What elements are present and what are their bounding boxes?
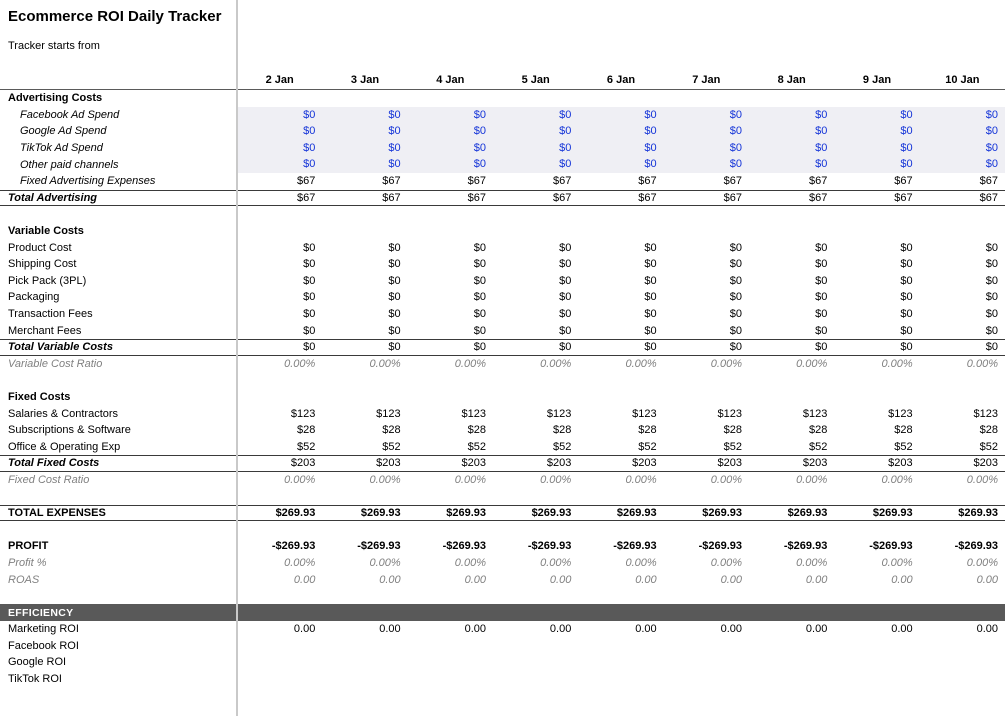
- cell-google-ad-spend-4-jan[interactable]: $0: [408, 123, 493, 140]
- cell-profit-8-jan[interactable]: -$269.93: [783, 540, 828, 553]
- cell-total-expenses-9-jan[interactable]: $269.93: [872, 507, 913, 520]
- cell-variable-cost-ratio-8-jan[interactable]: 0.00%: [796, 357, 828, 370]
- cell-other-paid-channels-7-jan[interactable]: $0: [664, 156, 749, 173]
- cell-other-paid-channels-4-jan[interactable]: $0: [408, 156, 493, 173]
- cell-fixed-cost-ratio-2-jan[interactable]: 0.00%: [284, 473, 316, 486]
- cell-shipping-cost-6-jan[interactable]: $0: [644, 258, 657, 271]
- cell-google-ad-spend-6-jan[interactable]: $0: [578, 123, 663, 140]
- cell-packaging-10-jan[interactable]: $0: [985, 291, 998, 304]
- row-shipping-cost: [0, 256, 1005, 273]
- row-label-product-cost[interactable]: Product Cost: [8, 241, 72, 254]
- cell-transaction-fees-5-jan[interactable]: $0: [559, 308, 572, 321]
- cell-profit-4-jan[interactable]: 0.00%: [454, 556, 486, 569]
- cell-facebook-ad-spend-7-jan[interactable]: $0: [664, 107, 749, 124]
- page-title[interactable]: Ecommerce ROI Daily Tracker: [8, 8, 222, 25]
- cell-product-cost-4-jan[interactable]: $0: [473, 241, 486, 254]
- cell-tiktok-ad-spend-10-jan[interactable]: $0: [920, 140, 1005, 157]
- cell-total-fixed-costs-4-jan[interactable]: $203: [461, 457, 486, 470]
- cell-shipping-cost-10-jan[interactable]: $0: [985, 258, 998, 271]
- row-total-advertising: [0, 190, 1005, 207]
- cell-office-operating-exp-9-jan[interactable]: $52: [894, 440, 913, 453]
- cell-facebook-ad-spend-3-jan[interactable]: $0: [322, 107, 407, 124]
- cell-subscriptions-software-9-jan[interactable]: $28: [894, 424, 913, 437]
- cell-variable-cost-ratio-4-jan[interactable]: 0.00%: [454, 357, 486, 370]
- cell-subscriptions-software-2-jan[interactable]: $28: [296, 424, 316, 437]
- cell-merchant-fees-9-jan[interactable]: $0: [900, 324, 913, 337]
- cell-google-ad-spend-5-jan[interactable]: $0: [493, 123, 578, 140]
- row-label-transaction-fees[interactable]: Transaction Fees: [8, 308, 93, 321]
- row-total-expenses: [0, 505, 1005, 522]
- cell-salaries-contractors-8-jan[interactable]: $123: [802, 407, 828, 420]
- cell-merchant-fees-10-jan[interactable]: $0: [985, 324, 998, 337]
- cell-merchant-fees-4-jan[interactable]: $0: [473, 324, 486, 337]
- cell-pick-pack-3pl-9-jan[interactable]: $0: [900, 274, 913, 287]
- cell-transaction-fees-3-jan[interactable]: $0: [388, 308, 401, 321]
- cell-salaries-contractors-2-jan[interactable]: $123: [290, 407, 316, 420]
- cell-product-cost-6-jan[interactable]: $0: [644, 241, 657, 254]
- cell-google-ad-spend-3-jan[interactable]: $0: [322, 123, 407, 140]
- row-fixed-advertising-expenses: [0, 173, 1005, 190]
- cell-roas-8-jan[interactable]: 0.00: [805, 573, 828, 586]
- cell-roas-10-jan[interactable]: 0.00: [976, 573, 998, 586]
- cell-office-operating-exp-10-jan[interactable]: $52: [979, 440, 998, 453]
- cell-fixed-advertising-expenses-5-jan[interactable]: $67: [552, 175, 572, 188]
- row-marketing-roi: [0, 621, 1005, 638]
- cell-profit-10-jan[interactable]: -$269.93: [954, 540, 998, 553]
- cell-total-variable-costs-3-jan[interactable]: $0: [388, 341, 401, 354]
- cell-tiktok-ad-spend-3-jan[interactable]: $0: [322, 140, 407, 157]
- cell-profit-8-jan[interactable]: 0.00%: [796, 556, 828, 569]
- cell-tiktok-ad-spend-7-jan[interactable]: $0: [664, 140, 749, 157]
- row-label-profit[interactable]: Profit %: [8, 556, 47, 569]
- cell-transaction-fees-10-jan[interactable]: $0: [985, 308, 998, 321]
- cell-packaging-8-jan[interactable]: $0: [815, 291, 828, 304]
- cell-salaries-contractors-7-jan[interactable]: $123: [717, 407, 742, 420]
- cell-google-ad-spend-7-jan[interactable]: $0: [664, 123, 749, 140]
- cell-tiktok-ad-spend-2-jan[interactable]: $0: [237, 140, 322, 157]
- cell-fixed-cost-ratio-3-jan[interactable]: 0.00%: [369, 473, 401, 486]
- row-transaction-fees: [0, 306, 1005, 323]
- cell-total-fixed-costs-8-jan[interactable]: $203: [802, 457, 828, 470]
- cell-packaging-2-jan[interactable]: $0: [303, 291, 316, 304]
- cell-marketing-roi-7-jan[interactable]: 0.00: [720, 623, 742, 636]
- cell-variable-cost-ratio-3-jan[interactable]: 0.00%: [369, 357, 401, 370]
- cell-fixed-advertising-expenses-4-jan[interactable]: $67: [467, 175, 486, 188]
- cell-office-operating-exp-8-jan[interactable]: $52: [808, 440, 828, 453]
- cell-packaging-7-jan[interactable]: $0: [729, 291, 742, 304]
- cell-office-operating-exp-6-jan[interactable]: $52: [638, 440, 657, 453]
- cell-variable-cost-ratio-10-jan[interactable]: 0.00%: [966, 357, 998, 370]
- cell-other-paid-channels-3-jan[interactable]: $0: [322, 156, 407, 173]
- cell-variable-cost-ratio-7-jan[interactable]: 0.00%: [710, 357, 742, 370]
- row-label-tiktok-ad-spend[interactable]: TikTok Ad Spend: [20, 142, 103, 155]
- cell-merchant-fees-6-jan[interactable]: $0: [644, 324, 657, 337]
- cell-variable-cost-ratio-2-jan[interactable]: 0.00%: [284, 357, 316, 370]
- cell-subscriptions-software-10-jan[interactable]: $28: [979, 424, 998, 437]
- cell-product-cost-8-jan[interactable]: $0: [815, 241, 828, 254]
- cell-profit-2-jan[interactable]: -$269.93: [271, 540, 316, 553]
- cell-google-ad-spend-10-jan[interactable]: $0: [920, 123, 1005, 140]
- row-google-ad-spend: [0, 123, 1005, 140]
- row-salaries-contractors: [0, 405, 1005, 422]
- cell-office-operating-exp-5-jan[interactable]: $52: [552, 440, 572, 453]
- cell-salaries-contractors-4-jan[interactable]: $123: [461, 407, 486, 420]
- cell-total-fixed-costs-10-jan[interactable]: $203: [973, 457, 998, 470]
- row-profit: [0, 538, 1005, 555]
- cell-total-variable-costs-4-jan[interactable]: $0: [473, 341, 486, 354]
- cell-office-operating-exp-3-jan[interactable]: $52: [382, 440, 401, 453]
- cell-other-paid-channels-8-jan[interactable]: $0: [749, 156, 834, 173]
- row-product-cost: [0, 239, 1005, 256]
- cell-marketing-roi-10-jan[interactable]: 0.00: [976, 623, 998, 636]
- cell-shipping-cost-2-jan[interactable]: $0: [303, 258, 316, 271]
- cell-tiktok-ad-spend-8-jan[interactable]: $0: [749, 140, 834, 157]
- date-header-row: [0, 53, 1005, 90]
- cell-fixed-cost-ratio-5-jan[interactable]: 0.00%: [540, 473, 572, 486]
- cell-profit-9-jan[interactable]: -$269.93: [869, 540, 913, 553]
- row-pick-pack-3pl: [0, 273, 1005, 290]
- cell-marketing-roi-3-jan[interactable]: 0.00: [379, 623, 401, 636]
- cell-variable-cost-ratio-6-jan[interactable]: 0.00%: [625, 357, 657, 370]
- cell-shipping-cost-3-jan[interactable]: $0: [388, 258, 401, 271]
- cell-facebook-ad-spend-9-jan[interactable]: $0: [834, 107, 919, 124]
- row-profit: [0, 555, 1005, 572]
- cell-profit-5-jan[interactable]: 0.00%: [540, 556, 572, 569]
- row-label-tiktok-roi[interactable]: TikTok ROI: [8, 673, 62, 686]
- cell-total-variable-costs-5-jan[interactable]: $0: [559, 341, 572, 354]
- column-header-8-jan[interactable]: 8 Jan: [777, 74, 806, 86]
- cell-transaction-fees-4-jan[interactable]: $0: [473, 308, 486, 321]
- cell-salaries-contractors-6-jan[interactable]: $123: [632, 407, 657, 420]
- cell-total-expenses-3-jan[interactable]: $269.93: [360, 507, 401, 520]
- cell-total-fixed-costs-6-jan[interactable]: $203: [632, 457, 657, 470]
- row-label-pick-pack-3pl[interactable]: Pick Pack (3PL): [8, 274, 87, 287]
- column-header-10-jan[interactable]: 10 Jan: [945, 74, 980, 86]
- row-blank: [0, 372, 1005, 389]
- cell-total-advertising-7-jan[interactable]: $67: [723, 191, 742, 204]
- cell-facebook-ad-spend-2-jan[interactable]: $0: [237, 107, 322, 124]
- cell-google-ad-spend-9-jan[interactable]: $0: [834, 123, 919, 140]
- cell-profit-3-jan[interactable]: -$269.93: [357, 540, 401, 553]
- cell-total-variable-costs-9-jan[interactable]: $0: [900, 341, 913, 354]
- row-label-fixed-cost-ratio[interactable]: Fixed Cost Ratio: [8, 473, 90, 486]
- cell-packaging-6-jan[interactable]: $0: [644, 291, 657, 304]
- cell-other-paid-channels-5-jan[interactable]: $0: [493, 156, 578, 173]
- row-label-total-advertising[interactable]: Total Advertising: [8, 191, 98, 204]
- row-label-roas[interactable]: ROAS: [8, 573, 40, 586]
- cell-profit-6-jan[interactable]: 0.00%: [625, 556, 657, 569]
- cell-total-variable-costs-6-jan[interactable]: $0: [644, 341, 657, 354]
- row-tiktok-ad-spend: [0, 140, 1005, 157]
- row-label-total-variable-costs[interactable]: Total Variable Costs: [8, 341, 113, 354]
- cell-total-variable-costs-8-jan[interactable]: $0: [815, 341, 828, 354]
- row-label-office-operating-exp[interactable]: Office & Operating Exp: [8, 440, 121, 453]
- column-header-7-jan[interactable]: 7 Jan: [692, 74, 721, 86]
- cell-total-expenses-10-jan[interactable]: $269.93: [958, 507, 998, 520]
- cell-pick-pack-3pl-7-jan[interactable]: $0: [729, 274, 742, 287]
- row-blank: [0, 206, 1005, 223]
- cell-fixed-advertising-expenses-9-jan[interactable]: $67: [894, 175, 913, 188]
- cell-fixed-cost-ratio-8-jan[interactable]: 0.00%: [796, 473, 828, 486]
- cell-total-advertising-5-jan[interactable]: $67: [552, 191, 572, 204]
- cell-office-operating-exp-2-jan[interactable]: $52: [296, 440, 316, 453]
- column-header-3-jan[interactable]: 3 Jan: [350, 74, 380, 86]
- cell-merchant-fees-5-jan[interactable]: $0: [559, 324, 572, 337]
- cell-roas-9-jan[interactable]: 0.00: [891, 573, 913, 586]
- cell-shipping-cost-7-jan[interactable]: $0: [729, 258, 742, 271]
- cell-pick-pack-3pl-2-jan[interactable]: $0: [303, 274, 316, 287]
- cell-total-advertising-8-jan[interactable]: $67: [808, 191, 828, 204]
- column-header-5-jan[interactable]: 5 Jan: [521, 74, 550, 86]
- cell-pick-pack-3pl-8-jan[interactable]: $0: [815, 274, 828, 287]
- row-label-facebook-ad-spend[interactable]: Facebook Ad Spend: [20, 108, 120, 121]
- cell-merchant-fees-2-jan[interactable]: $0: [303, 324, 316, 337]
- row-packaging: [0, 289, 1005, 306]
- row-label-facebook-roi[interactable]: Facebook ROI: [8, 639, 79, 652]
- cell-transaction-fees-7-jan[interactable]: $0: [729, 308, 742, 321]
- cell-profit-5-jan[interactable]: -$269.93: [527, 540, 572, 553]
- row-label-variable-costs[interactable]: Variable Costs: [8, 225, 84, 238]
- cell-variable-cost-ratio-5-jan[interactable]: 0.00%: [540, 357, 572, 370]
- row-label-google-roi[interactable]: Google ROI: [8, 656, 67, 669]
- cell-total-expenses-7-jan[interactable]: $269.93: [702, 507, 742, 520]
- cell-total-advertising-3-jan[interactable]: $67: [382, 191, 401, 204]
- cell-total-advertising-2-jan[interactable]: $67: [296, 191, 316, 204]
- cell-subscriptions-software-5-jan[interactable]: $28: [552, 424, 572, 437]
- cell-transaction-fees-8-jan[interactable]: $0: [815, 308, 828, 321]
- cell-total-variable-costs-2-jan[interactable]: $0: [303, 341, 316, 354]
- row-variable-cost-ratio: [0, 356, 1005, 373]
- cell-profit-6-jan[interactable]: -$269.93: [613, 540, 657, 553]
- cell-subscriptions-software-6-jan[interactable]: $28: [638, 424, 657, 437]
- cell-total-advertising-6-jan[interactable]: $67: [638, 191, 657, 204]
- cell-profit-3-jan[interactable]: 0.00%: [369, 556, 401, 569]
- row-label-subscriptions-software[interactable]: Subscriptions & Software: [8, 424, 131, 437]
- cell-total-expenses-5-jan[interactable]: $269.93: [531, 507, 572, 520]
- column-header-6-jan[interactable]: 6 Jan: [606, 74, 636, 86]
- cell-fixed-advertising-expenses-7-jan[interactable]: $67: [723, 175, 742, 188]
- cell-total-fixed-costs-3-jan[interactable]: $203: [376, 457, 401, 470]
- row-label-packaging[interactable]: Packaging: [8, 291, 60, 304]
- tracker-starts-from-label[interactable]: Tracker starts from: [8, 40, 100, 52]
- cell-total-variable-costs-10-jan[interactable]: $0: [985, 341, 998, 354]
- cell-other-paid-channels-2-jan[interactable]: $0: [237, 156, 322, 173]
- cell-salaries-contractors-9-jan[interactable]: $123: [888, 407, 913, 420]
- row-total-variable-costs: [0, 339, 1005, 356]
- cell-profit-10-jan[interactable]: 0.00%: [966, 556, 998, 569]
- row-variable-costs: [0, 223, 1005, 240]
- cell-marketing-roi-6-jan[interactable]: 0.00: [635, 623, 657, 636]
- row-total-fixed-costs: [0, 455, 1005, 472]
- column-header-2-jan[interactable]: 2 Jan: [265, 74, 294, 86]
- row-label-shipping-cost[interactable]: Shipping Cost: [8, 258, 77, 271]
- cell-shipping-cost-8-jan[interactable]: $0: [815, 258, 828, 271]
- cell-transaction-fees-2-jan[interactable]: $0: [303, 308, 316, 321]
- row-merchant-fees: [0, 322, 1005, 339]
- cell-subscriptions-software-4-jan[interactable]: $28: [467, 424, 486, 437]
- cell-roas-2-jan[interactable]: 0.00: [293, 573, 316, 586]
- cell-marketing-roi-5-jan[interactable]: 0.00: [549, 623, 572, 636]
- cell-roas-5-jan[interactable]: 0.00: [549, 573, 572, 586]
- cell-fixed-cost-ratio-6-jan[interactable]: 0.00%: [625, 473, 657, 486]
- cell-total-advertising-10-jan[interactable]: $67: [979, 191, 998, 204]
- cell-profit-7-jan[interactable]: 0.00%: [710, 556, 742, 569]
- cell-subscriptions-software-7-jan[interactable]: $28: [723, 424, 742, 437]
- cell-marketing-roi-8-jan[interactable]: 0.00: [805, 623, 828, 636]
- cell-packaging-9-jan[interactable]: $0: [900, 291, 913, 304]
- row-label-other-paid-channels[interactable]: Other paid channels: [20, 158, 119, 171]
- cell-shipping-cost-5-jan[interactable]: $0: [559, 258, 572, 271]
- cell-product-cost-10-jan[interactable]: $0: [985, 241, 998, 254]
- cell-total-fixed-costs-7-jan[interactable]: $203: [717, 457, 742, 470]
- cell-product-cost-7-jan[interactable]: $0: [729, 241, 742, 254]
- cell-total-advertising-9-jan[interactable]: $67: [894, 191, 913, 204]
- cell-office-operating-exp-4-jan[interactable]: $52: [467, 440, 486, 453]
- cell-total-expenses-2-jan[interactable]: $269.93: [275, 507, 316, 520]
- cell-tiktok-ad-spend-4-jan[interactable]: $0: [408, 140, 493, 157]
- cell-fixed-advertising-expenses-8-jan[interactable]: $67: [808, 175, 828, 188]
- row-label-efficiency[interactable]: EFFICIENCY: [8, 606, 74, 619]
- cell-fixed-advertising-expenses-10-jan[interactable]: $67: [979, 175, 998, 188]
- cell-fixed-cost-ratio-7-jan[interactable]: 0.00%: [710, 473, 742, 486]
- cell-marketing-roi-2-jan[interactable]: 0.00: [293, 623, 316, 636]
- cell-tiktok-ad-spend-6-jan[interactable]: $0: [578, 140, 663, 157]
- row-facebook-roi: [0, 638, 1005, 655]
- cell-profit-7-jan[interactable]: -$269.93: [698, 540, 742, 553]
- cell-transaction-fees-9-jan[interactable]: $0: [900, 308, 913, 321]
- cell-other-paid-channels-6-jan[interactable]: $0: [578, 156, 663, 173]
- row-blank: [0, 521, 1005, 538]
- cell-total-expenses-4-jan[interactable]: $269.93: [446, 507, 486, 520]
- row-label-advertising-costs[interactable]: Advertising Costs: [8, 92, 103, 105]
- row-google-roi: [0, 654, 1005, 671]
- cell-office-operating-exp-7-jan[interactable]: $52: [723, 440, 742, 453]
- cell-total-fixed-costs-5-jan[interactable]: $203: [546, 457, 572, 470]
- cell-profit-2-jan[interactable]: 0.00%: [284, 556, 316, 569]
- row-office-operating-exp: [0, 438, 1005, 455]
- cell-total-advertising-4-jan[interactable]: $67: [467, 191, 486, 204]
- row-label-total-expenses[interactable]: TOTAL EXPENSES: [8, 507, 106, 520]
- row-tiktok-roi: [0, 671, 1005, 688]
- cell-tiktok-ad-spend-5-jan[interactable]: $0: [493, 140, 578, 157]
- cell-merchant-fees-3-jan[interactable]: $0: [388, 324, 401, 337]
- row-label-salaries-contractors[interactable]: Salaries & Contractors: [8, 407, 119, 420]
- cell-google-ad-spend-8-jan[interactable]: $0: [749, 123, 834, 140]
- cell-product-cost-3-jan[interactable]: $0: [388, 241, 401, 254]
- cell-fixed-advertising-expenses-6-jan[interactable]: $67: [638, 175, 657, 188]
- row-label-fixed-advertising-expenses[interactable]: Fixed Advertising Expenses: [20, 175, 156, 188]
- cell-shipping-cost-4-jan[interactable]: $0: [473, 258, 486, 271]
- row-label-variable-cost-ratio[interactable]: Variable Cost Ratio: [8, 357, 103, 370]
- cell-facebook-ad-spend-6-jan[interactable]: $0: [578, 107, 663, 124]
- cell-subscriptions-software-8-jan[interactable]: $28: [808, 424, 828, 437]
- row-roas: [0, 571, 1005, 588]
- cell-total-variable-costs-7-jan[interactable]: $0: [729, 341, 742, 354]
- cell-other-paid-channels-9-jan[interactable]: $0: [834, 156, 919, 173]
- cell-fixed-advertising-expenses-2-jan[interactable]: $67: [296, 175, 316, 188]
- cell-profit-4-jan[interactable]: -$269.93: [442, 540, 486, 553]
- row-label-marketing-roi[interactable]: Marketing ROI: [8, 623, 79, 636]
- cell-profit-9-jan[interactable]: 0.00%: [881, 556, 913, 569]
- cell-fixed-cost-ratio-10-jan[interactable]: 0.00%: [966, 473, 998, 486]
- row-efficiency: [0, 604, 1005, 621]
- cell-fixed-advertising-expenses-3-jan[interactable]: $67: [382, 175, 401, 188]
- cell-total-fixed-costs-9-jan[interactable]: $203: [888, 457, 913, 470]
- cell-pick-pack-3pl-4-jan[interactable]: $0: [473, 274, 486, 287]
- cell-product-cost-2-jan[interactable]: $0: [303, 241, 316, 254]
- row-label-google-ad-spend[interactable]: Google Ad Spend: [20, 125, 107, 138]
- cell-packaging-5-jan[interactable]: $0: [559, 291, 572, 304]
- cell-facebook-ad-spend-5-jan[interactable]: $0: [493, 107, 578, 124]
- row-facebook-ad-spend: [0, 107, 1005, 124]
- row-fixed-costs: [0, 389, 1005, 406]
- row-label-profit[interactable]: PROFIT: [8, 540, 49, 553]
- cell-total-expenses-8-jan[interactable]: $269.93: [787, 507, 828, 520]
- row-label-fixed-costs[interactable]: Fixed Costs: [8, 390, 71, 403]
- cell-shipping-cost-9-jan[interactable]: $0: [900, 258, 913, 271]
- cell-other-paid-channels-10-jan[interactable]: $0: [920, 156, 1005, 173]
- cell-transaction-fees-6-jan[interactable]: $0: [644, 308, 657, 321]
- row-label-merchant-fees[interactable]: Merchant Fees: [8, 324, 82, 337]
- column-header-4-jan[interactable]: 4 Jan: [436, 74, 465, 86]
- cell-pick-pack-3pl-10-jan[interactable]: $0: [985, 274, 998, 287]
- cell-fixed-cost-ratio-4-jan[interactable]: 0.00%: [454, 473, 486, 486]
- cell-pick-pack-3pl-5-jan[interactable]: $0: [559, 274, 572, 287]
- cell-salaries-contractors-5-jan[interactable]: $123: [546, 407, 572, 420]
- cell-merchant-fees-8-jan[interactable]: $0: [815, 324, 828, 337]
- cell-roas-4-jan[interactable]: 0.00: [464, 573, 486, 586]
- cell-pick-pack-3pl-6-jan[interactable]: $0: [644, 274, 657, 287]
- cell-facebook-ad-spend-10-jan[interactable]: $0: [920, 107, 1005, 124]
- row-fixed-cost-ratio: [0, 472, 1005, 489]
- cell-marketing-roi-9-jan[interactable]: 0.00: [891, 623, 913, 636]
- cell-total-expenses-6-jan[interactable]: $269.93: [616, 507, 657, 520]
- cell-product-cost-5-jan[interactable]: $0: [559, 241, 572, 254]
- row-advertising-costs: [0, 90, 1005, 107]
- cell-facebook-ad-spend-8-jan[interactable]: $0: [749, 107, 834, 124]
- cell-product-cost-9-jan[interactable]: $0: [900, 241, 913, 254]
- cell-packaging-4-jan[interactable]: $0: [473, 291, 486, 304]
- cell-google-ad-spend-2-jan[interactable]: $0: [237, 123, 322, 140]
- row-blank: [0, 488, 1005, 505]
- cell-variable-cost-ratio-9-jan[interactable]: 0.00%: [881, 357, 913, 370]
- cell-fixed-cost-ratio-9-jan[interactable]: 0.00%: [881, 473, 913, 486]
- cell-roas-7-jan[interactable]: 0.00: [720, 573, 742, 586]
- cell-marketing-roi-4-jan[interactable]: 0.00: [464, 623, 486, 636]
- cell-subscriptions-software-3-jan[interactable]: $28: [382, 424, 401, 437]
- cell-merchant-fees-7-jan[interactable]: $0: [729, 324, 742, 337]
- cell-roas-3-jan[interactable]: 0.00: [379, 573, 401, 586]
- cell-total-fixed-costs-2-jan[interactable]: $203: [290, 457, 316, 470]
- row-subscriptions-software: [0, 422, 1005, 439]
- cell-facebook-ad-spend-4-jan[interactable]: $0: [408, 107, 493, 124]
- table-body: [0, 90, 1005, 687]
- cell-pick-pack-3pl-3-jan[interactable]: $0: [388, 274, 401, 287]
- cell-packaging-3-jan[interactable]: $0: [388, 291, 401, 304]
- row-blank: [0, 588, 1005, 605]
- row-label-total-fixed-costs[interactable]: Total Fixed Costs: [8, 457, 100, 470]
- row-other-paid-channels: [0, 156, 1005, 173]
- cell-tiktok-ad-spend-9-jan[interactable]: $0: [834, 140, 919, 157]
- column-header-9-jan[interactable]: 9 Jan: [862, 74, 892, 86]
- cell-roas-6-jan[interactable]: 0.00: [635, 573, 657, 586]
- cell-salaries-contractors-3-jan[interactable]: $123: [376, 407, 401, 420]
- freeze-pane-divider: [236, 0, 238, 716]
- cell-salaries-contractors-10-jan[interactable]: $123: [973, 407, 998, 420]
